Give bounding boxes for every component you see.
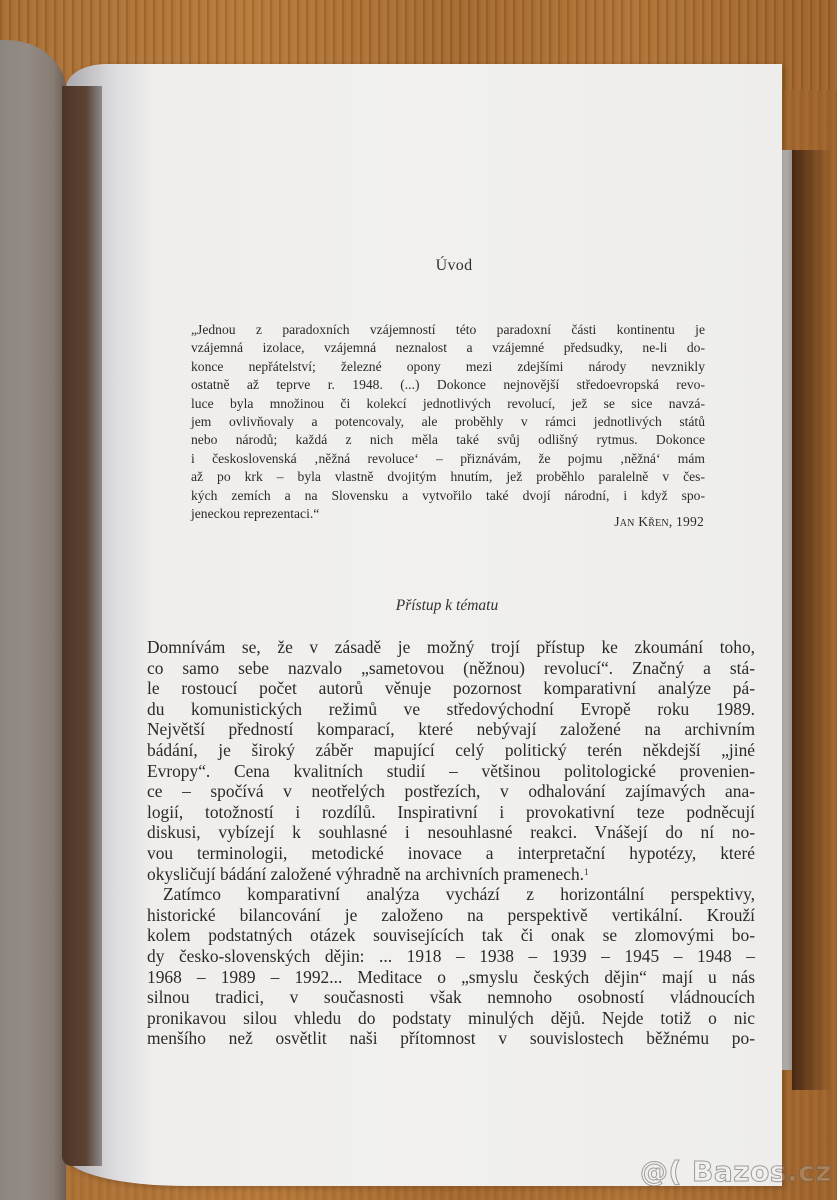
text-line: silnou tradici, v současnosti však nemnoho osobností vládnoucích bbox=[147, 987, 755, 1008]
text-line: vou terminologii, metodické inovace a interpretační hypotézy, které bbox=[147, 842, 755, 863]
text-line: diskusi, vybízejí k souhlasné i nesouhlasné reakci. Vnášejí do ní no- bbox=[147, 822, 755, 843]
text-line: le rostoucí počet autorů věnuje pozornost komparativní analýze pá- bbox=[147, 678, 755, 699]
text-line: 1968 – 1989 – 1992... Meditace o „smyslu českých dějin“ mají u nás bbox=[147, 966, 755, 987]
text-line: ce – spočívá v neotřelých postřezích, v odhalování zajímavých ana- bbox=[147, 781, 755, 802]
text-line: du komunistických režimů ve středovýchodní Evropě roku 1989. bbox=[147, 698, 755, 719]
text-line: Evropy“. Cena kvalitních studií – většinou politologické provenien- bbox=[147, 760, 755, 781]
text-line: bádání, je široký záběr mapující celý politický terén někdejší „jiné bbox=[147, 739, 755, 760]
text-line: pronikavou silou vhledu do podstaty minulých dějů. Nejde totiž o nic bbox=[147, 1007, 755, 1028]
epigraph-line: jem ovlivňovaly a potencovaly, ale proběhly v rámci jednotlivých států bbox=[191, 414, 705, 430]
footnote-reference[interactable]: 1 bbox=[584, 866, 589, 877]
watermark-logo: @( Bazos.cz bbox=[640, 1155, 833, 1188]
text-line: menšího než osvětlit naši přítomnost v souvislostech běžnému po- bbox=[147, 1028, 755, 1049]
epigraph-line: nebo národů; každá z nich měla také svůj odlišný rytmus. Dokonce bbox=[191, 432, 705, 448]
epigraph-line: ostatně až teprve r. 1948. (...) Dokonce nejnovější středoevropská revo- bbox=[191, 377, 705, 393]
epigraph-quote bbox=[191, 321, 705, 523]
paragraph-2 bbox=[147, 884, 755, 1049]
text-line: Největší předností komparací, které nebývají založené na archivním bbox=[147, 719, 755, 740]
epigraph-line: jeneckou reprezentaci.“ bbox=[191, 506, 320, 522]
paragraph-1 bbox=[147, 637, 755, 884]
page-stack-edge bbox=[782, 150, 792, 1070]
text-line: historické bilancování je založeno na perspektivě vertikální. Krouží bbox=[147, 904, 755, 925]
text-line: okysličují bádání založené výhradně na archivních pramenech. bbox=[147, 863, 584, 884]
epigraph-line: kých zemích a na Slovensku a vytvořilo také dvojí národní, i když spo- bbox=[191, 487, 705, 503]
section-heading: Přístup k tématu bbox=[395, 597, 499, 614]
text-line: Domnívám se, že v zásadě je možný trojí přístup ke zkoumání toho, bbox=[147, 637, 755, 657]
epigraph-attribution: Jan Křen, 1992 bbox=[614, 514, 704, 529]
text-line: dy česko-slovenských dějin: ... 1918 – 1938 – 1939 – 1945 – 1948 – bbox=[147, 945, 755, 966]
body-text bbox=[147, 637, 755, 1049]
epigraph-line: „Jednou z paradoxních vzájemností této paradoxní části kontinentu je bbox=[191, 322, 705, 337]
chapter-title: Úvod bbox=[435, 257, 473, 274]
text-line: kolem podstatných otázek souvisejících tak či onak se zlomovými bo- bbox=[147, 925, 755, 946]
text-line: Zatímco komparativní analýza vychází z horizontální perspektivy, bbox=[163, 884, 755, 905]
epigraph-line: luce byla množinou či kolekcí jednotlivých revolucí, jež se sice navzá- bbox=[191, 395, 705, 411]
left-page-edge bbox=[0, 40, 66, 1200]
epigraph-line: až po krk – byla vlastně dvojitým hnutím, jež proběhlo paralelně v čes- bbox=[191, 469, 705, 485]
epigraph-line: vzájemná izolace, vzájemná neznalost a vzájemné předsudky, ne-li do- bbox=[191, 340, 705, 356]
epigraph-line: i československá ‚něžná revoluce‘ – přiznávám, že pojmu ‚něžná‘ mám bbox=[191, 450, 705, 466]
book-shadow bbox=[792, 150, 832, 1090]
text-line: co samo sebe nazvalo „sametovou (něžnou) revolucí“. Značný a stá- bbox=[147, 657, 755, 678]
book-gutter bbox=[62, 86, 102, 1166]
text-line: logií, totožností i rozdílů. Inspirativní i provokativní teze podněcují bbox=[147, 801, 755, 822]
text-line-last bbox=[147, 864, 755, 885]
epigraph-line: konce nepřátelství; železné opony mezi zdejšími národy nevznikly bbox=[191, 358, 705, 374]
